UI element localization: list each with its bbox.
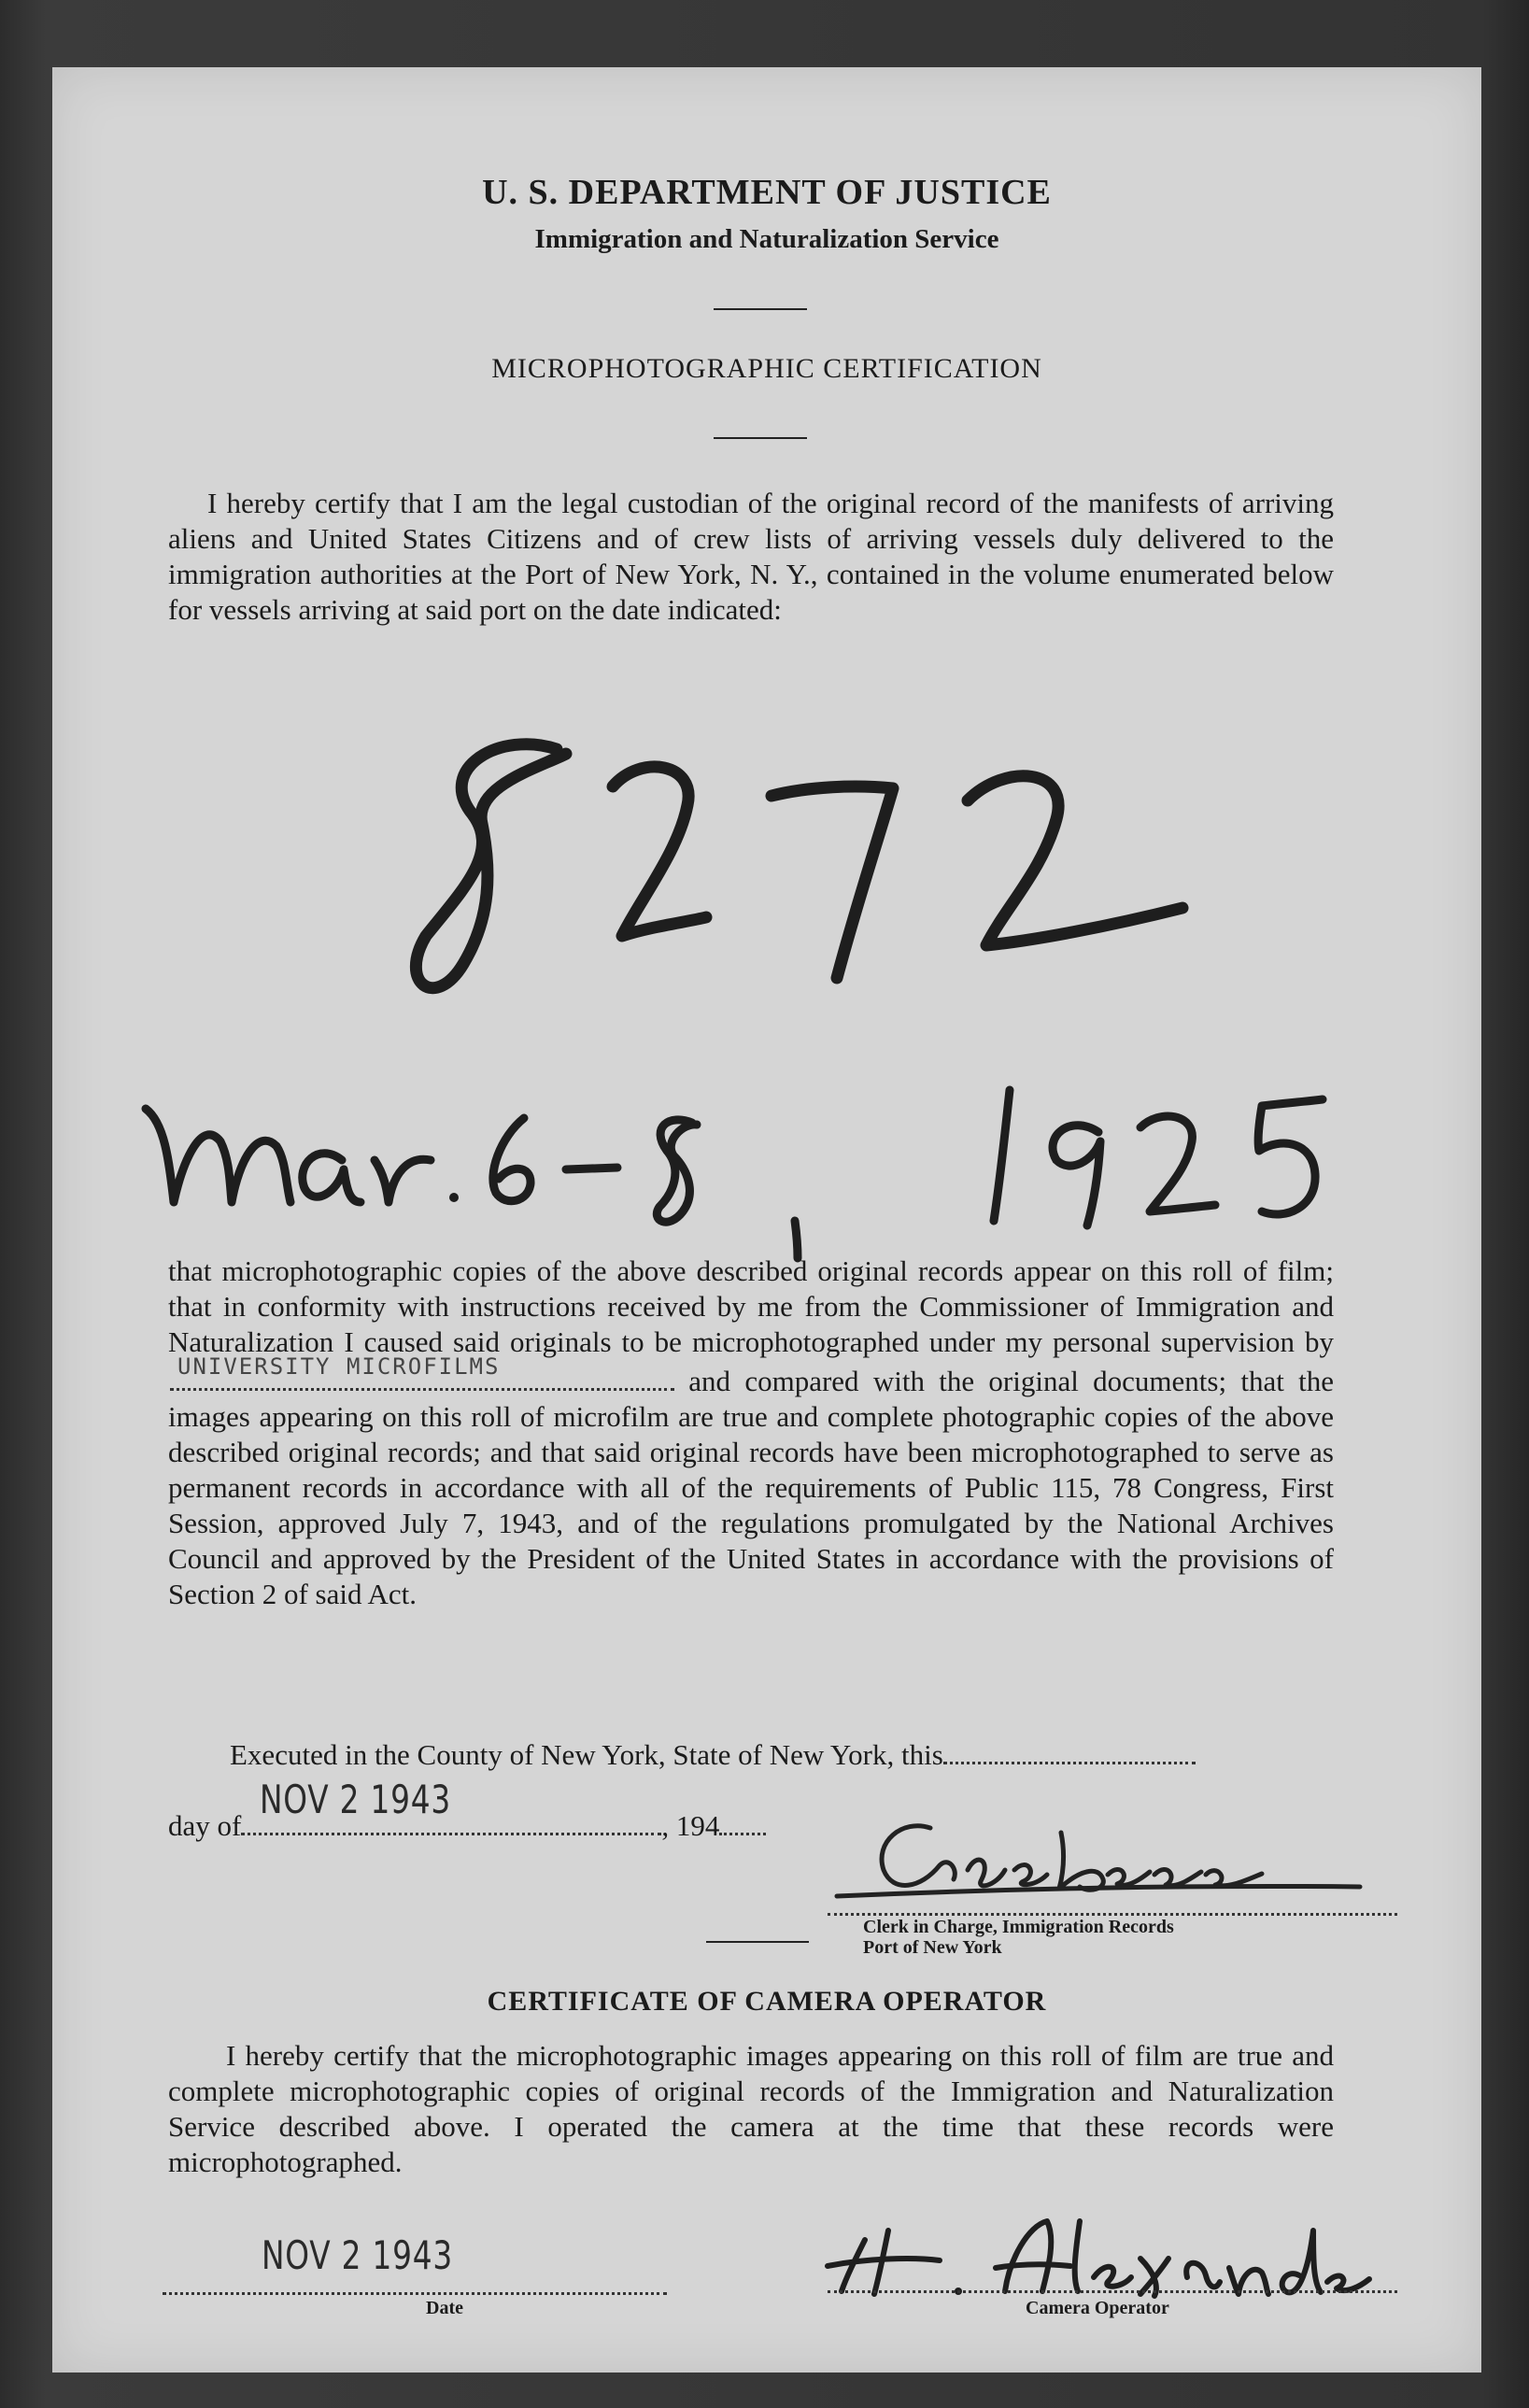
certification-body — [168, 1254, 1334, 1612]
camera-certificate-body: I hereby certify that the microphotographic images appearing on this roll of film are true and complete microphotographic copies of original records of the Immigration and Naturalization Service described above. I operated the camera at the time that these records were microphotographed. — [168, 2039, 1334, 2178]
department-heading: U. S. DEPARTMENT OF JUSTICE — [482, 173, 1052, 212]
camera-operator-block — [762, 2203, 1416, 2333]
clerk-signature-image — [818, 1814, 1379, 1907]
camera-date-label: Date — [426, 2298, 463, 2318]
day-of-field — [241, 1777, 661, 1835]
camera-date-line — [163, 2292, 667, 2295]
service-subheading: Immigration and Naturalization Service — [534, 224, 999, 254]
divider-1 — [714, 308, 807, 310]
date-range — [108, 1020, 1379, 1263]
certification-title: MICROPHOTOGRAPHIC CERTIFICATION — [491, 353, 1042, 384]
camera-certificate-title: CERTIFICATE OF CAMERA OPERATOR — [487, 1986, 1047, 2017]
day-of-label: day of — [168, 1809, 242, 1842]
clerk-signature-line — [828, 1913, 1397, 1916]
operator-label: Camera Operator — [1026, 2298, 1169, 2318]
operator-signature-line — [828, 2290, 1397, 2293]
year-field — [719, 1810, 766, 1835]
supervisor-field — [170, 1353, 674, 1391]
divider-2 — [714, 437, 807, 439]
executed-text: Executed in the County of New York, State of New York, this — [230, 1738, 943, 1771]
clerk-title-1: Clerk in Charge, Immigration Records — [863, 1917, 1174, 1937]
divider-3 — [706, 1941, 809, 1943]
executed-day-field — [943, 1739, 1196, 1764]
day-of-stamp: NOV 2 1943 — [260, 1777, 452, 1822]
clerk-title-2: Port of New York — [863, 1937, 1002, 1958]
document-page — [52, 67, 1481, 2373]
volume-number-handwriting — [333, 712, 1229, 1020]
year-prefix: , 194 — [661, 1809, 720, 1842]
camera-date-stamp: NOV 2 1943 — [262, 2232, 453, 2278]
supervisor-typed: UNIVERSITY MICROFILMS — [177, 1353, 501, 1380]
clerk-signature-block — [762, 1814, 1416, 1958]
camera-date-block — [163, 2232, 686, 2326]
body-part-1: that microphotographic copies of the above described original records appear on this roll of film; that in conformity with instructions received by me from the Commissioner of Immigration and Naturalization I caused said originals to be microphotographed under my personal supervision by — [168, 1254, 1334, 1358]
executed-line — [230, 1737, 1332, 1773]
body-part-2: and compared with the original documents; that the images appearing on this roll of microfilm are true and complete photographic copies of the above described original records; and that said original records have been microphotographed to serve as permanent records in accordance with all of the requirements of Public 115, 78 Congress, First Session, approved July 7, 1943, and of the regulations promulgated by the National Archives Council and approved by the President of the United States in accordance with the provisions of Section 2 of said Act. — [168, 1365, 1334, 1610]
certification-intro: I hereby certify that I am the legal custodian of the original record of the manifests of arriving aliens and United States Citizens and of crew lists of arriving vessels duly delivered to the immigration authorities at the Port of New York, N. Y., contained in the volume enumerated below for vessels arriving at said port on the date indicated: — [168, 487, 1334, 626]
volume-number — [333, 712, 1229, 1020]
date-range-handwriting — [108, 1020, 1379, 1263]
